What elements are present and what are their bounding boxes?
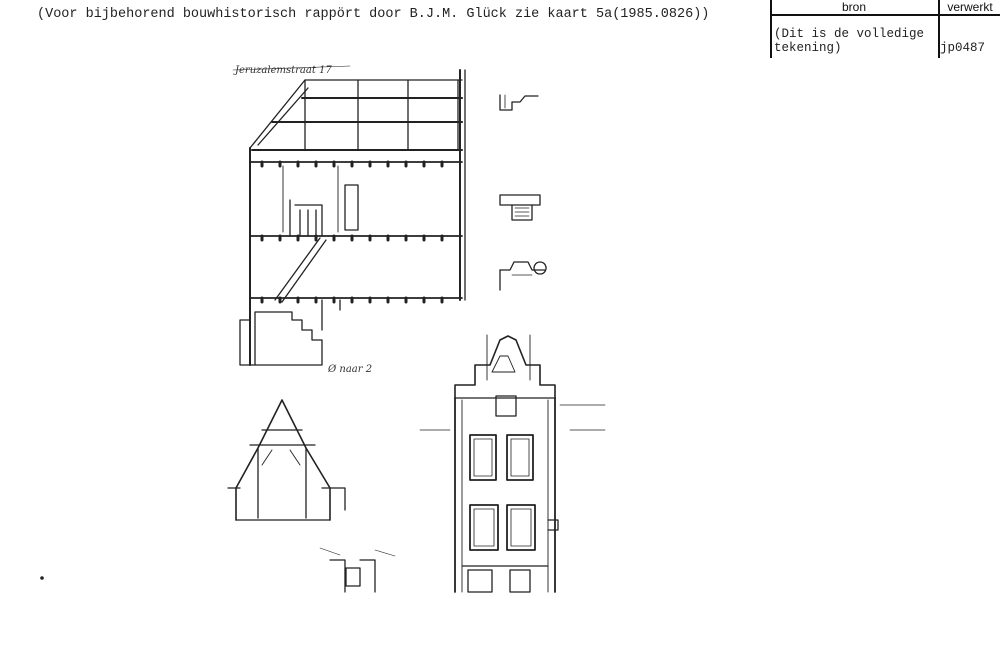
- column-header-bron: bron: [841, 0, 867, 14]
- speck: [40, 576, 44, 580]
- section-label: Ø naar 2: [328, 364, 373, 375]
- column-header-verwerkt: verwerkt: [947, 0, 993, 14]
- verwerkt-value: jp0487: [940, 41, 986, 55]
- front-facade: [420, 335, 605, 592]
- roof-cross-section: [228, 364, 372, 520]
- bron-value: (Dit is de volledige tekening): [774, 27, 925, 55]
- longitudinal-section: [233, 65, 465, 365]
- cornice-details: [500, 95, 546, 290]
- small-detail: [320, 548, 395, 592]
- header-note: (Voor bijbehorend bouwhistorisch rappört door B.J.M. Glück zie kaart 5a(1985.0826)): [37, 7, 710, 22]
- street-label: Jeruzalemstraat 17: [235, 65, 332, 76]
